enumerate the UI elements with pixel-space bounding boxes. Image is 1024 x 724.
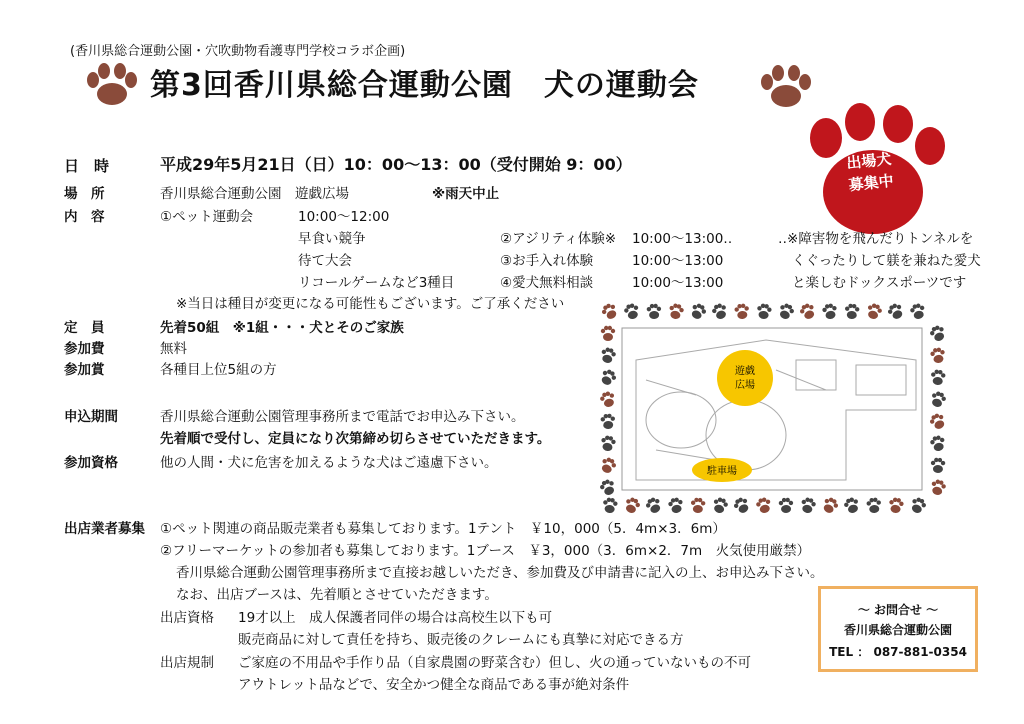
map-label-play-plaza-1: 遊戯 [735,366,755,377]
event-title: 第3回香川県総合運動公園 犬の運動会 [150,68,699,103]
apply-label: 申込期間 [64,409,118,425]
map-border-paw-icon [843,496,862,515]
content-item-3: ③お手入れ体験 [500,253,594,269]
map-border-paw-icon [711,496,729,515]
vendor-qual-2: 販売商品に対して責任を持ち、販売後のクレームにも真摯に対応できる方 [238,632,684,648]
map-border-paw-icon [732,495,752,515]
vendor-line-2: ②フリーマーケットの参加者も募集しております。1ブース ￥3，000（3．6m×2．7m 火気使用厳禁） [160,543,811,559]
event-subtitle: (香川県総合運動公園・穴吹動物看護専門学校コラボ企画) [70,44,406,59]
content-item-4: ④愛犬無料相談 [500,275,594,291]
contact-tel: TEL ： 087-881-0354 [829,645,967,659]
map-border-paw-icon [644,496,663,516]
map-border-paw-icon [601,326,615,341]
map-border-paw-icon [599,456,618,476]
map-label-play-plaza-2: 広場 [735,380,755,391]
content-item-1-time: 10:00～12:00 [298,209,390,225]
place-value: 香川県総合運動公園 遊戯広場 [160,186,349,202]
map-border-paw-icon [598,367,618,387]
vendor-qual-label: 出店資格 [160,610,214,626]
contact-name: 香川県総合運動公園 [843,623,952,637]
map-border-paw-icon [599,390,617,409]
content-item-3-time: 10:00～13:00 [632,253,724,269]
map-border-paw-icon [820,495,840,515]
paw-icon-left [84,62,140,106]
map-border-paw-icon [886,301,906,321]
map-border-paw-icon [755,496,773,514]
content-item-2-time: 10:00～13:00‥ [632,231,733,247]
content-item-2: ②アジリティ体験※ [500,231,617,247]
map-border-paw-icon [929,390,948,409]
map-border-paw-icon [844,303,859,319]
map-border-paw-icon [798,302,817,322]
recruit-badge-text: 出場犬 募集中 [845,149,895,195]
map-border-paw-icon [690,497,705,513]
prize-label: 参加賞 [64,362,105,378]
map-border-paw-icon [930,369,946,385]
datetime-value: 平成29年5月21日（日）10：00～13：00（受付開始 9：00） [160,155,632,174]
contact-box [818,586,978,672]
vendor-qual-1: 19才以上 成人保護者同伴の場合は高校生以下も可 [238,610,553,626]
map-border-paw-icon [888,497,905,514]
agility-note-3: と楽しむドックスポーツです [792,275,967,291]
qualify-label: 参加資格 [64,455,118,471]
map-border-paw-icon [623,496,642,515]
map-border-paw-icon [930,347,947,364]
map-border-paw-icon [931,458,946,473]
prize-value: 各種目上位5組の方 [160,362,277,378]
fee-label: 参加費 [64,341,105,357]
map-border-paw-icon [599,346,617,364]
map-border-paw-icon [928,324,947,344]
map-border-paw-icon [668,302,685,320]
map-border-paw-icon [647,304,662,320]
vendor-line-1: ①ペット関連の商品販売業者も募集しております。1テント ￥10，000（5．4m×3．6m） [160,521,726,537]
map-border-paw-icon [799,496,816,514]
content-item-4-time: 10:00～13:00 [632,275,724,291]
map-border-paw-icon [929,434,946,452]
fee-value: 無料 [160,341,187,357]
vendor-line-4: なお、出店ブースは、先着順とさせていただきます。 [176,587,498,603]
map-border-paw-icon [600,301,620,321]
play-plaza-marker [717,350,773,406]
map-border-paw-icon [756,303,772,320]
apply-line-2: 先着順で受付し、定員になり次第締め切らさせていただきます。 [160,431,551,447]
content-sub-item-2: 待て大会 [298,253,352,269]
vendor-rule-1: ご家庭の不用品や手作り品（自家農園の野菜含む）但し、火の通っていないもの不可 [238,655,751,671]
map-border-paw-icon [600,413,615,429]
venue-map [596,300,950,518]
map-border-paw-icon [710,302,729,321]
content-label: 内 容 [64,209,105,225]
content-sub-item-1: 早食い競争 [298,231,366,247]
map-border-paw-icon [623,302,641,321]
change-note: ※当日は種目が変更になる可能性もございます。ご了承ください [176,296,565,312]
map-border-paw-icon [734,303,750,320]
map-border-paw-icon [602,497,618,514]
map-border-paw-icon [598,478,617,497]
map-border-paw-icon [688,301,708,321]
apply-line-1: 香川県総合運動公園管理事務所まで電話でお申込み下さい。 [160,409,525,425]
map-border-paw-icon [909,302,927,320]
content-item-1: ①ペット運動会 [160,209,254,225]
map-border-paw-icon [866,497,882,513]
map-border-paw-icon [777,302,796,321]
map-border-paw-icon [779,498,794,513]
vendor-label: 出店業者募集 [64,521,145,537]
map-border-paw-icon [865,302,883,321]
vendor-rule-label: 出店規制 [160,655,214,671]
content-sub-item-3: リコールゲームなど3種目 [298,275,455,291]
agility-note-1: ‥※障害物を飛んだりトンネルを [778,231,974,247]
map-border-paw-icon [600,435,617,452]
vendor-line-3: 香川県総合運動公園管理事務所まで直接お越しいただき、参加費及び申請書に記入の上、お申込み下さい。 [176,565,824,581]
place-label: 場 所 [64,186,105,202]
map-border-paw-icon [667,497,684,515]
capacity-label: 定 員 [64,320,105,336]
map-border-paw-icon [909,496,928,516]
map-border-paw-icon [821,303,838,320]
contact-heading: ～ お問合せ ～ [857,603,939,617]
vendor-rule-2: アウトレット品などで、安全かつ健全な商品である事が絶対条件 [238,677,630,693]
map-border-paw-icon [929,478,947,496]
capacity-value: 先着50組 ※1組・・・犬とそのご家族 [160,320,404,336]
rain-note: ※雨天中止 [432,186,500,202]
qualify-value: 他の人間・犬に危害を加えるような犬はご遠慮下さい。 [160,455,498,471]
agility-note-2: くぐったりして躾を兼ねた愛犬 [792,253,981,269]
map-border-paw-icon [928,411,948,431]
datetime-label: 日 時 [64,157,110,175]
map-label-parking: 駐車場 [707,466,737,477]
